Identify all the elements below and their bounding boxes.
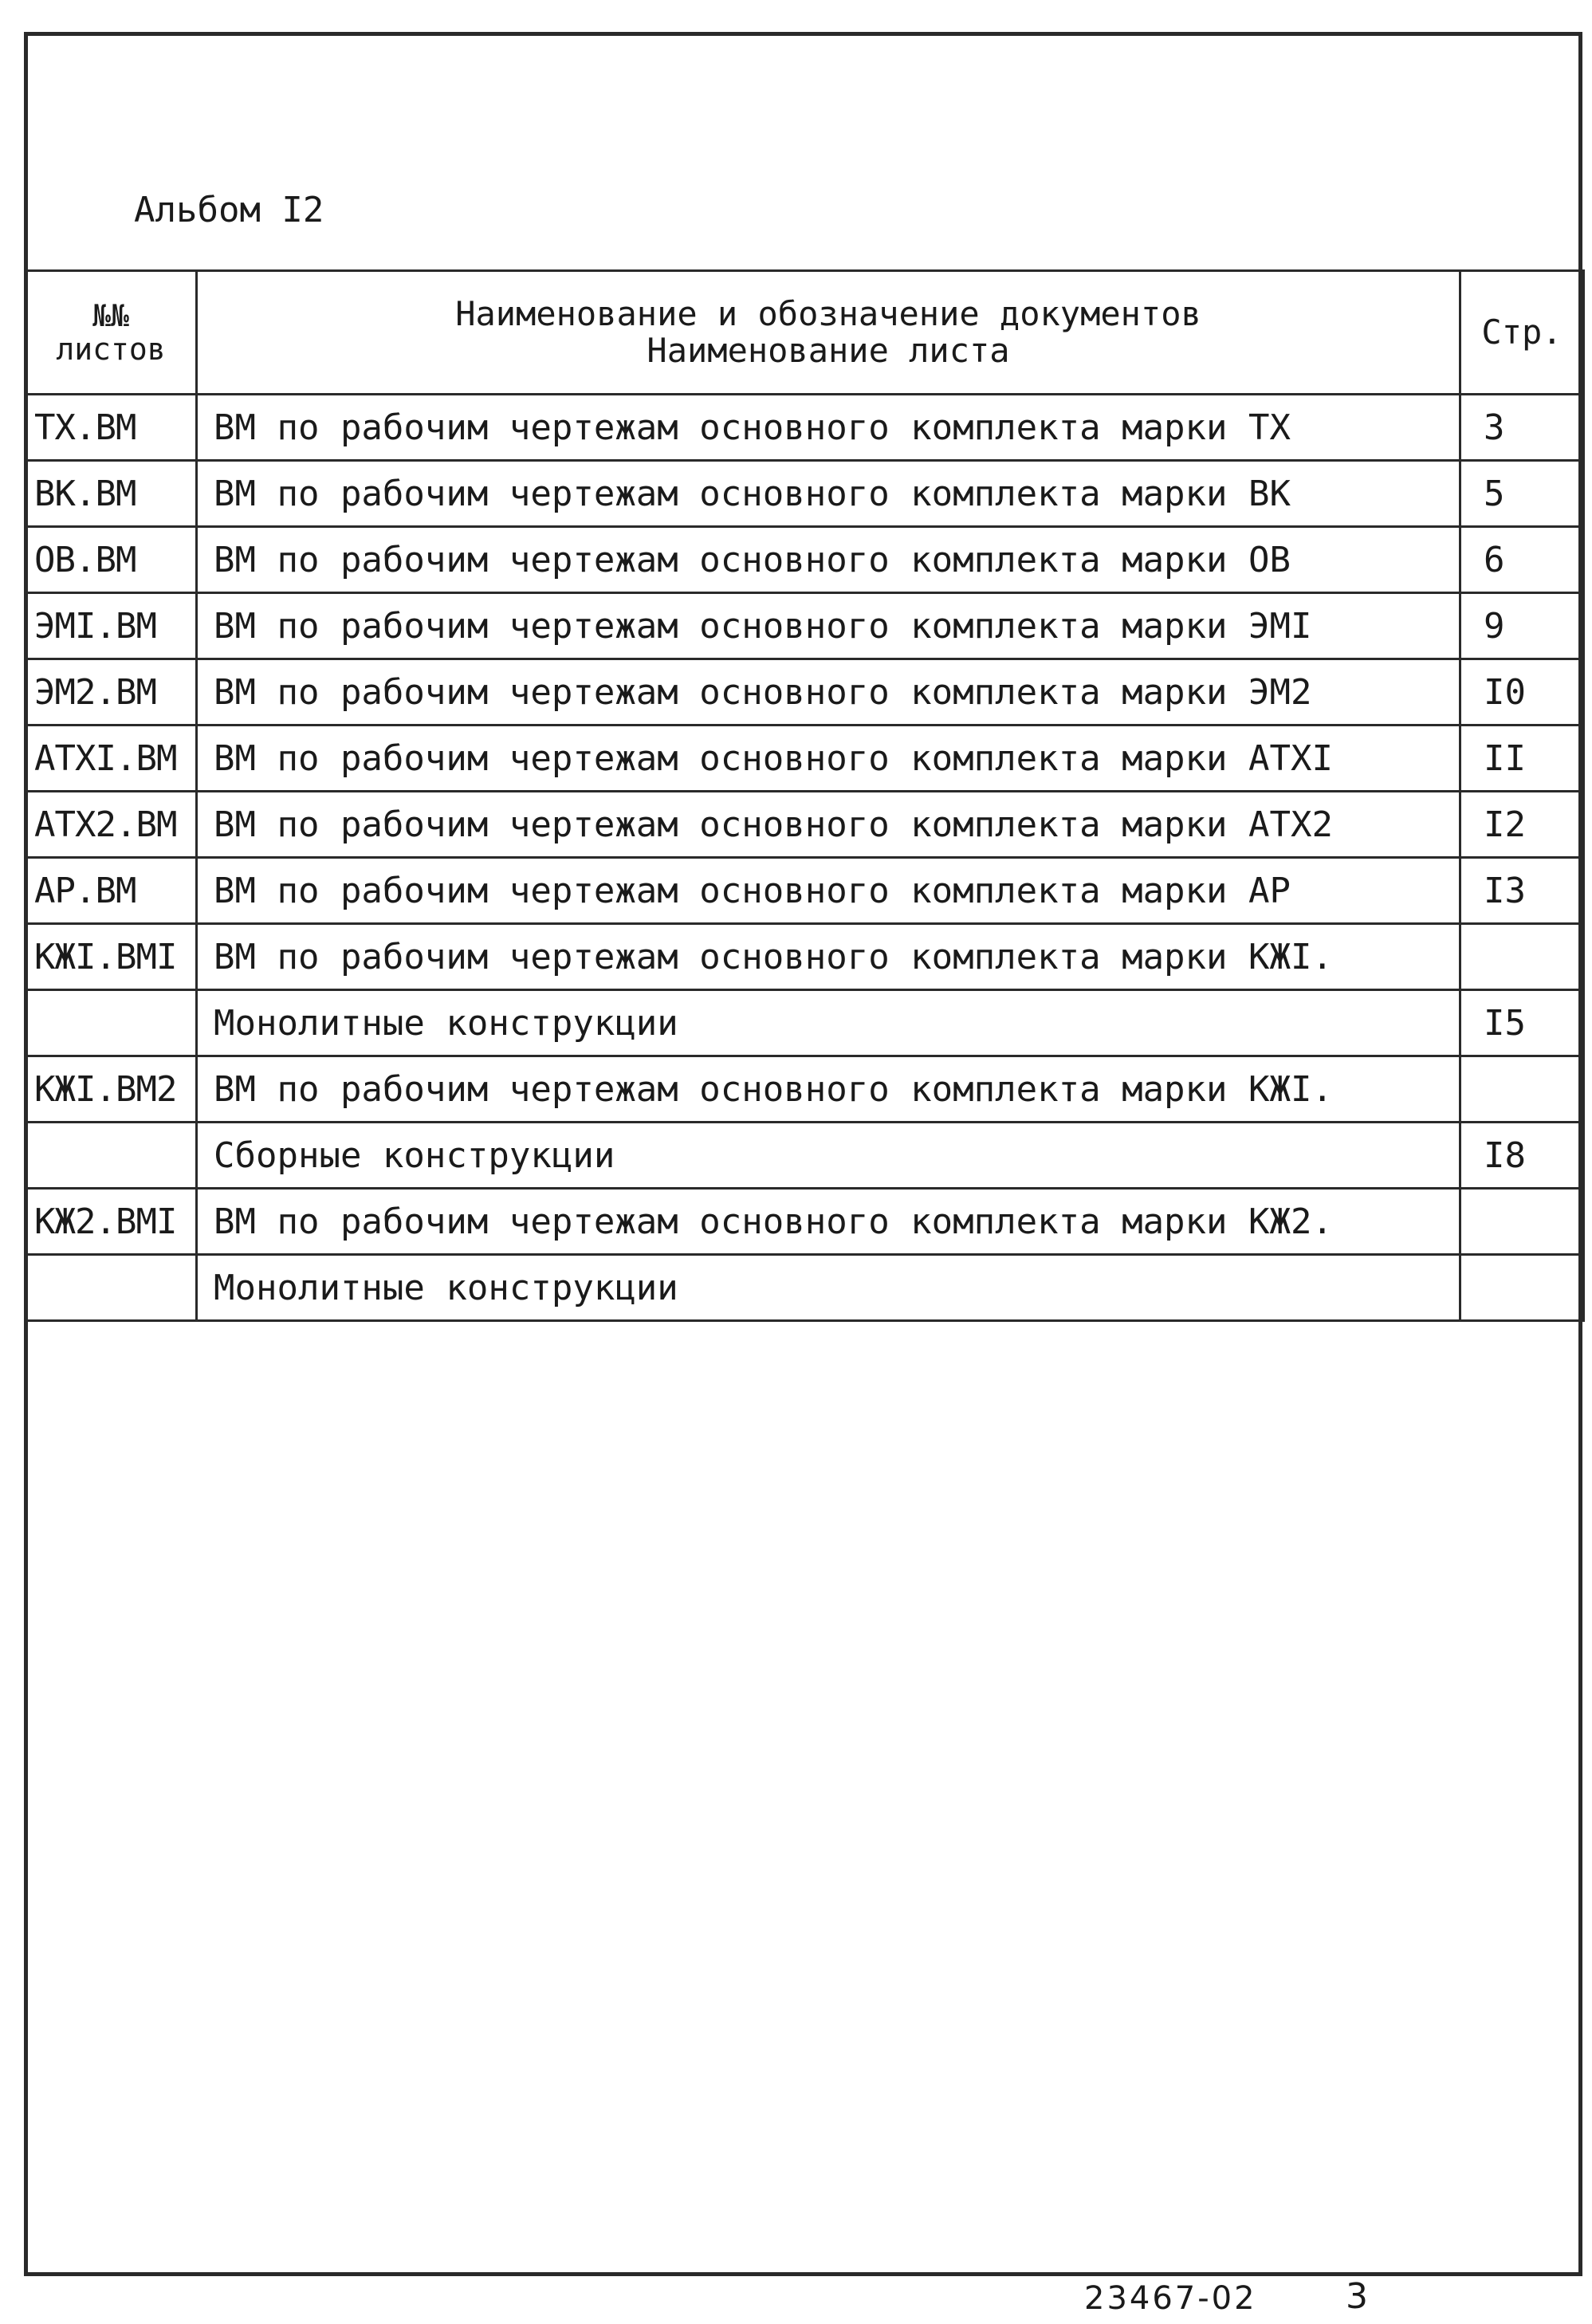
document-name-cell: Сборные конструкции — [197, 1123, 1460, 1189]
page-number-cell — [1460, 1056, 1584, 1123]
sheet-code-cell: КЖ2.ВМI — [26, 1189, 197, 1255]
table-row — [26, 1123, 1584, 1189]
table-row — [26, 990, 1584, 1056]
page-number-cell — [1460, 1189, 1584, 1255]
page-number-cell — [1460, 924, 1584, 990]
document-name-cell: ВМ по рабочим чертежам основного комплекта марки КЖI. — [197, 924, 1460, 990]
table-row — [26, 858, 1584, 924]
table-row — [26, 792, 1584, 858]
page-number-cell: 3 — [1460, 395, 1584, 461]
header-document-name-line2: Наименование листа — [647, 331, 1010, 370]
header-sheet-numbers-label: №№ листов — [56, 298, 166, 367]
table-row — [26, 659, 1584, 726]
contents-body — [26, 395, 1584, 1321]
page-number: 3 — [1346, 2276, 1368, 2317]
table-row — [26, 1255, 1584, 1321]
page-number-cell: 5 — [1460, 461, 1584, 527]
header-document-name-line1: Наименование и обозначение документов — [455, 294, 1201, 333]
document-name-cell: ВМ по рабочим чертежам основного комплекта марки ТХ — [197, 395, 1460, 461]
document-number: 23467-02 — [1084, 2280, 1257, 2317]
sheet-code-cell: АР.ВМ — [26, 858, 197, 924]
page-number-cell: I0 — [1460, 659, 1584, 726]
page-number-cell — [1460, 1255, 1584, 1321]
sheet-code-cell: ОВ.ВМ — [26, 527, 197, 593]
sheet-code-cell: ЭМ2.ВМ — [26, 659, 197, 726]
sheet-code-cell: КЖI.ВМI — [26, 924, 197, 990]
document-name-cell: ВМ по рабочим чертежам основного комплекта марки АТХ2 — [197, 792, 1460, 858]
table-row — [26, 1056, 1584, 1123]
contents-table — [24, 269, 1585, 1322]
document-name-cell: ВМ по рабочим чертежам основного комплекта марки АР — [197, 858, 1460, 924]
table-row — [26, 924, 1584, 990]
table-row — [26, 395, 1584, 461]
sheet-code-cell — [26, 990, 197, 1056]
page-number-cell: I8 — [1460, 1123, 1584, 1189]
table-row — [26, 1189, 1584, 1255]
page-number-cell: 6 — [1460, 527, 1584, 593]
sheet-code-cell: ЭМI.ВМ — [26, 593, 197, 659]
table-row — [26, 461, 1584, 527]
sheet-code-cell: КЖI.ВМ2 — [26, 1056, 197, 1123]
document-name-cell: Монолитные конструкции — [197, 990, 1460, 1056]
table-row — [26, 726, 1584, 792]
document-name-cell: ВМ по рабочим чертежам основного комплекта марки КЖI. — [197, 1056, 1460, 1123]
sheet-code-cell: АТХI.ВМ — [26, 726, 197, 792]
sheet-code-cell — [26, 1123, 197, 1189]
document-name-cell: ВМ по рабочим чертежам основного комплекта марки ВК — [197, 461, 1460, 527]
page-number-cell: I5 — [1460, 990, 1584, 1056]
document-name-cell: ВМ по рабочим чертежам основного комплекта марки ОВ — [197, 527, 1460, 593]
header-page: Стр. — [1460, 271, 1584, 395]
document-name-cell: ВМ по рабочим чертежам основного комплекта марки АТХI — [197, 726, 1460, 792]
album-title: Альбом I2 — [134, 190, 324, 230]
document-name-cell: ВМ по рабочим чертежам основного комплекта марки ЭМ2 — [197, 659, 1460, 726]
table-row — [26, 593, 1584, 659]
table-row — [26, 527, 1584, 593]
header-document-name — [197, 271, 1460, 395]
page-number-cell: 9 — [1460, 593, 1584, 659]
page-number-cell: I3 — [1460, 858, 1584, 924]
document-name-cell: ВМ по рабочим чертежам основного комплекта марки ЭМI — [197, 593, 1460, 659]
sheet-code-cell: АТХ2.ВМ — [26, 792, 197, 858]
sheet-code-cell: ТХ.ВМ — [26, 395, 197, 461]
header-sheet-numbers — [26, 271, 197, 395]
table-header-row — [26, 271, 1584, 395]
document-name-cell: Монолитные конструкции — [197, 1255, 1460, 1321]
sheet-code-cell: ВК.ВМ — [26, 461, 197, 527]
page-number-cell: I2 — [1460, 792, 1584, 858]
sheet-code-cell — [26, 1255, 197, 1321]
page-number-cell: II — [1460, 726, 1584, 792]
document-name-cell: ВМ по рабочим чертежам основного комплекта марки КЖ2. — [197, 1189, 1460, 1255]
